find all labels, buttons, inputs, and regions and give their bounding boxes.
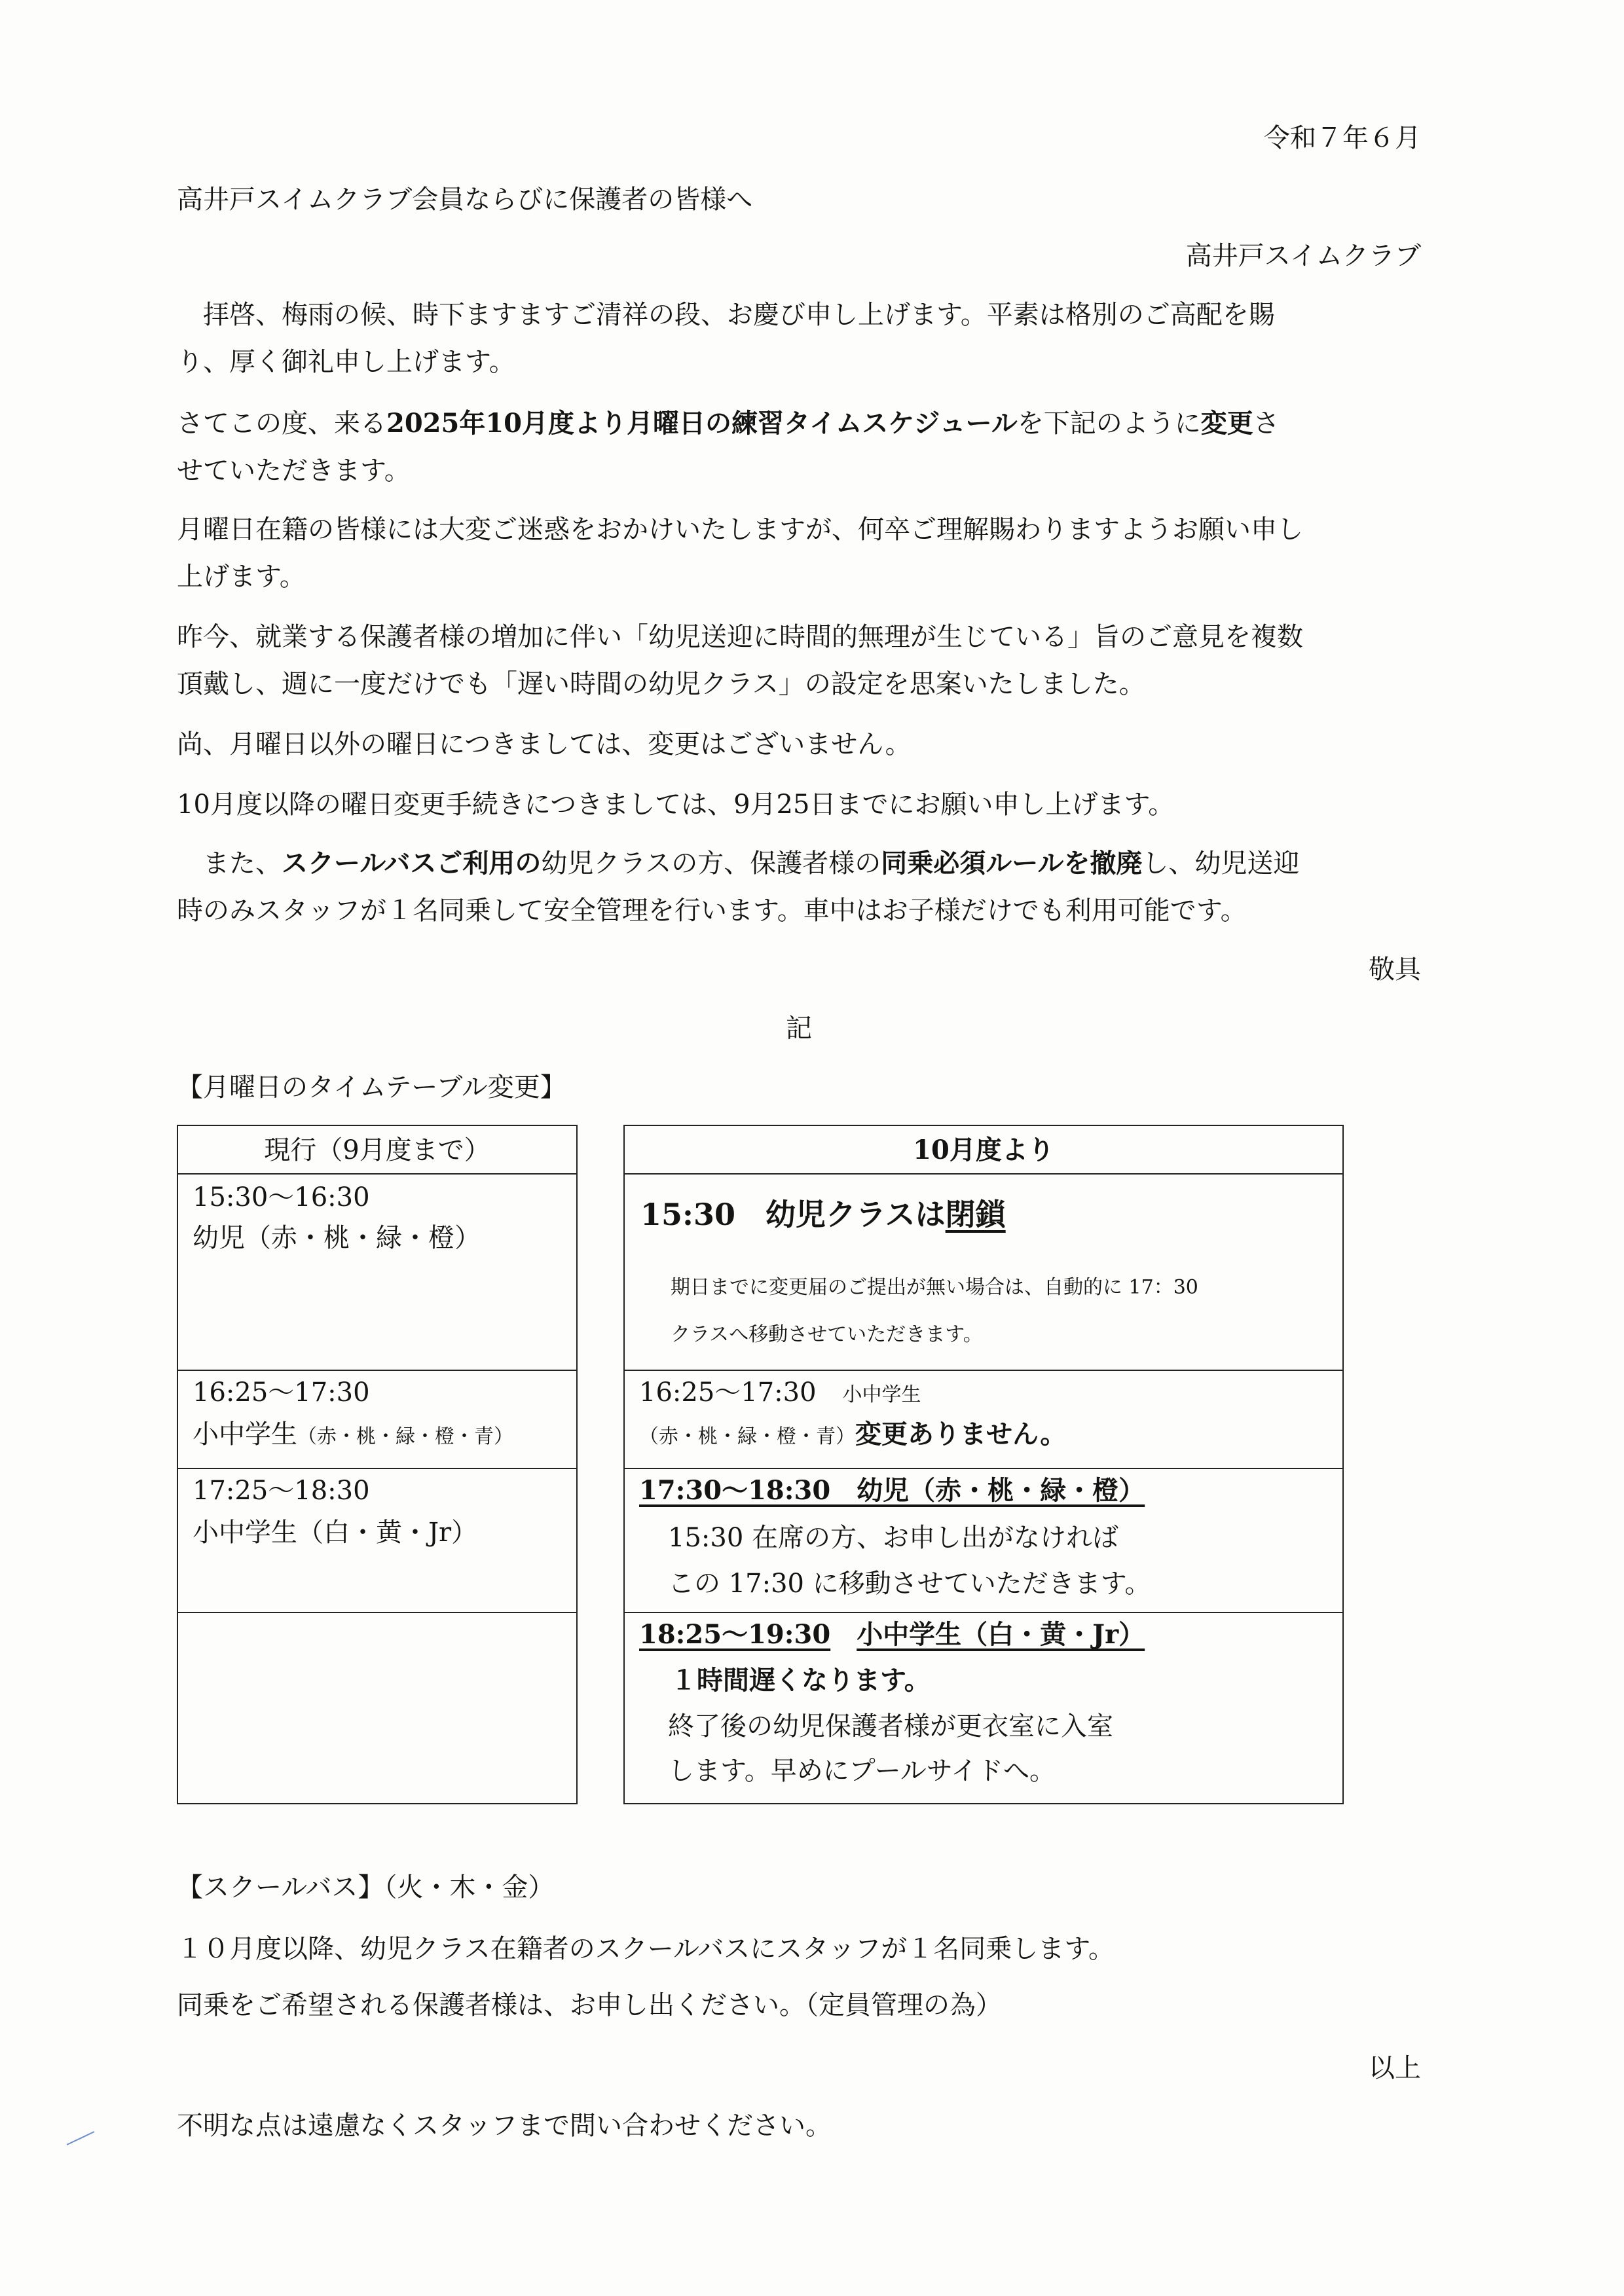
new-timetable: [623, 1125, 1344, 1804]
reason-line-2: 頂戴し、週に一度だけでも「遅い時間の幼児クラス」の設定を思案いたしました。: [177, 669, 1145, 699]
new-row-2-status: （赤・桃・緑・橙・青）変更ありません。: [639, 1419, 1067, 1449]
scan-mark-decoration: [65, 2128, 98, 2147]
new-row-1-title: 15:30 幼児クラスは閉鎖: [640, 1197, 1006, 1232]
bus-rule-bold: 同乗必須ルールを撤廃: [881, 848, 1143, 879]
new-row-2: [625, 1370, 1342, 1468]
apology-line-2: 上げます。: [177, 562, 306, 592]
bus-line-2: 同乗をご希望される保護者様は、お申し出ください。（定員管理の為）: [177, 1990, 1002, 2020]
closing-ijou: 以上: [1369, 2053, 1421, 2083]
new-row-2-time: 16:25〜17:30 小中学生: [639, 1377, 921, 1408]
current-row-2-class: 小中学生（赤・桃・緑・橙・青）: [193, 1419, 513, 1449]
new-row-4-head: 18:25〜19:30 小中学生（白・黄・Jr）: [639, 1619, 1145, 1650]
deadline-note: 10月度以降の曜日変更手続きにつきましては、9月25日までにお願い申し上げます。: [177, 790, 1175, 820]
timetable-heading: 【月曜日のタイムテーブル変更】: [177, 1072, 566, 1102]
new-row-4: [625, 1612, 1342, 1803]
document-date: 令和７年６月: [1264, 123, 1421, 153]
closed-emphasis: 閉鎖: [945, 1197, 1006, 1232]
new-row-3-note-1: 15:30 在席の方、お申し出がなければ: [668, 1523, 1118, 1553]
current-row-4-empty: [178, 1612, 576, 1803]
reason-line-1: 昨今、就業する保護者様の増加に伴い「幼児送迎に時間的無理が生じている」旨のご意見を複数: [177, 622, 1303, 652]
current-header: 現行（9月度まで）: [264, 1135, 490, 1165]
new-header: 10月度より: [913, 1135, 1054, 1165]
recipient-line: 高井戸スイムクラブ会員ならびに保護者の皆様へ: [177, 185, 753, 215]
greeting-line-2: り、厚く御礼申し上げます。: [177, 347, 515, 377]
new-row-4-note-2: 終了後の幼児保護者様が更衣室に入室: [668, 1711, 1113, 1741]
new-row-4-note-3: します。早めにプールサイドへ。: [668, 1756, 1056, 1786]
new-row-4-note-1: １時間遅くなります。: [671, 1665, 931, 1696]
apology-line-1: 月曜日在籍の皆様には大変ご迷惑をおかけいたしますが、何卒ご理解賜わりますようお願い申し: [177, 515, 1303, 545]
closing-keigu: 敬具: [1369, 955, 1421, 985]
ki-marker: 記: [786, 1013, 812, 1044]
current-row-1-time: 15:30〜16:30: [193, 1182, 370, 1212]
current-row-3-class: 小中学生（白・黄・Jr）: [193, 1518, 478, 1548]
new-row-1-note-1: 期日までに変更届のご提出が無い場合は、自動的に 17：30: [671, 1276, 1198, 1299]
new-row-1-note-2: クラスへ移動させていただきます。: [671, 1323, 983, 1346]
bus-rule-line-2: 時のみスタッフが１名同乗して安全管理を行います。車中はお子様だけでも利用可能です。: [177, 896, 1247, 926]
bus-rule-line-1: また、スクールバスご利用の幼児クラスの方、保護者様の同乗必須ルールを撤廃し、幼児送迎: [177, 848, 1300, 879]
bus-heading: 【スクールバス】（火・木・金）: [177, 1872, 555, 1903]
current-row-3: [178, 1468, 576, 1612]
new-row-3: [625, 1468, 1342, 1612]
current-row-2: [178, 1370, 576, 1468]
sender-name: 高井戸スイムクラブ: [1185, 241, 1421, 271]
new-row-3-note-2: この 17:30 に移動させていただきます。: [668, 1569, 1151, 1599]
new-row-3-head: 17:30〜18:30 幼児（赤・桃・緑・橙）: [639, 1475, 1145, 1506]
current-timetable: [177, 1125, 578, 1804]
bus-line-1: １０月度以降、幼児クラス在籍者のスクールバスにスタッフが１名同乗します。: [177, 1934, 1115, 1964]
announcement-line-1: さてこの度、来る2025年10月度より月曜日の練習タイムスケジュールを下記のように変更さ: [177, 408, 1280, 439]
current-row-1: [178, 1173, 576, 1370]
current-row-2-time: 16:25〜17:30: [193, 1377, 370, 1408]
current-row-1-class: 幼児（赤・桃・緑・橙）: [193, 1223, 481, 1253]
announcement-line-2: せていただきます。: [177, 456, 411, 486]
announcement-bold-schedule: 2025年10月度より月曜日の練習タイムスケジュール: [386, 408, 1018, 439]
contact-note: 不明な点は遠慮なくスタッフまで問い合わせください。: [177, 2111, 832, 2141]
greeting-line-1: 拝啓、梅雨の候、時下ますますご清祥の段、お慶び申し上げます。平素は格別のご高配を賜: [177, 300, 1275, 330]
other-days-note: 尚、月曜日以外の曜日につきましては、変更はございません。: [177, 729, 912, 759]
new-row-1: [625, 1173, 1342, 1370]
current-row-3-time: 17:25〜18:30: [193, 1476, 370, 1506]
announcement-bold-change: 変更: [1200, 408, 1253, 439]
